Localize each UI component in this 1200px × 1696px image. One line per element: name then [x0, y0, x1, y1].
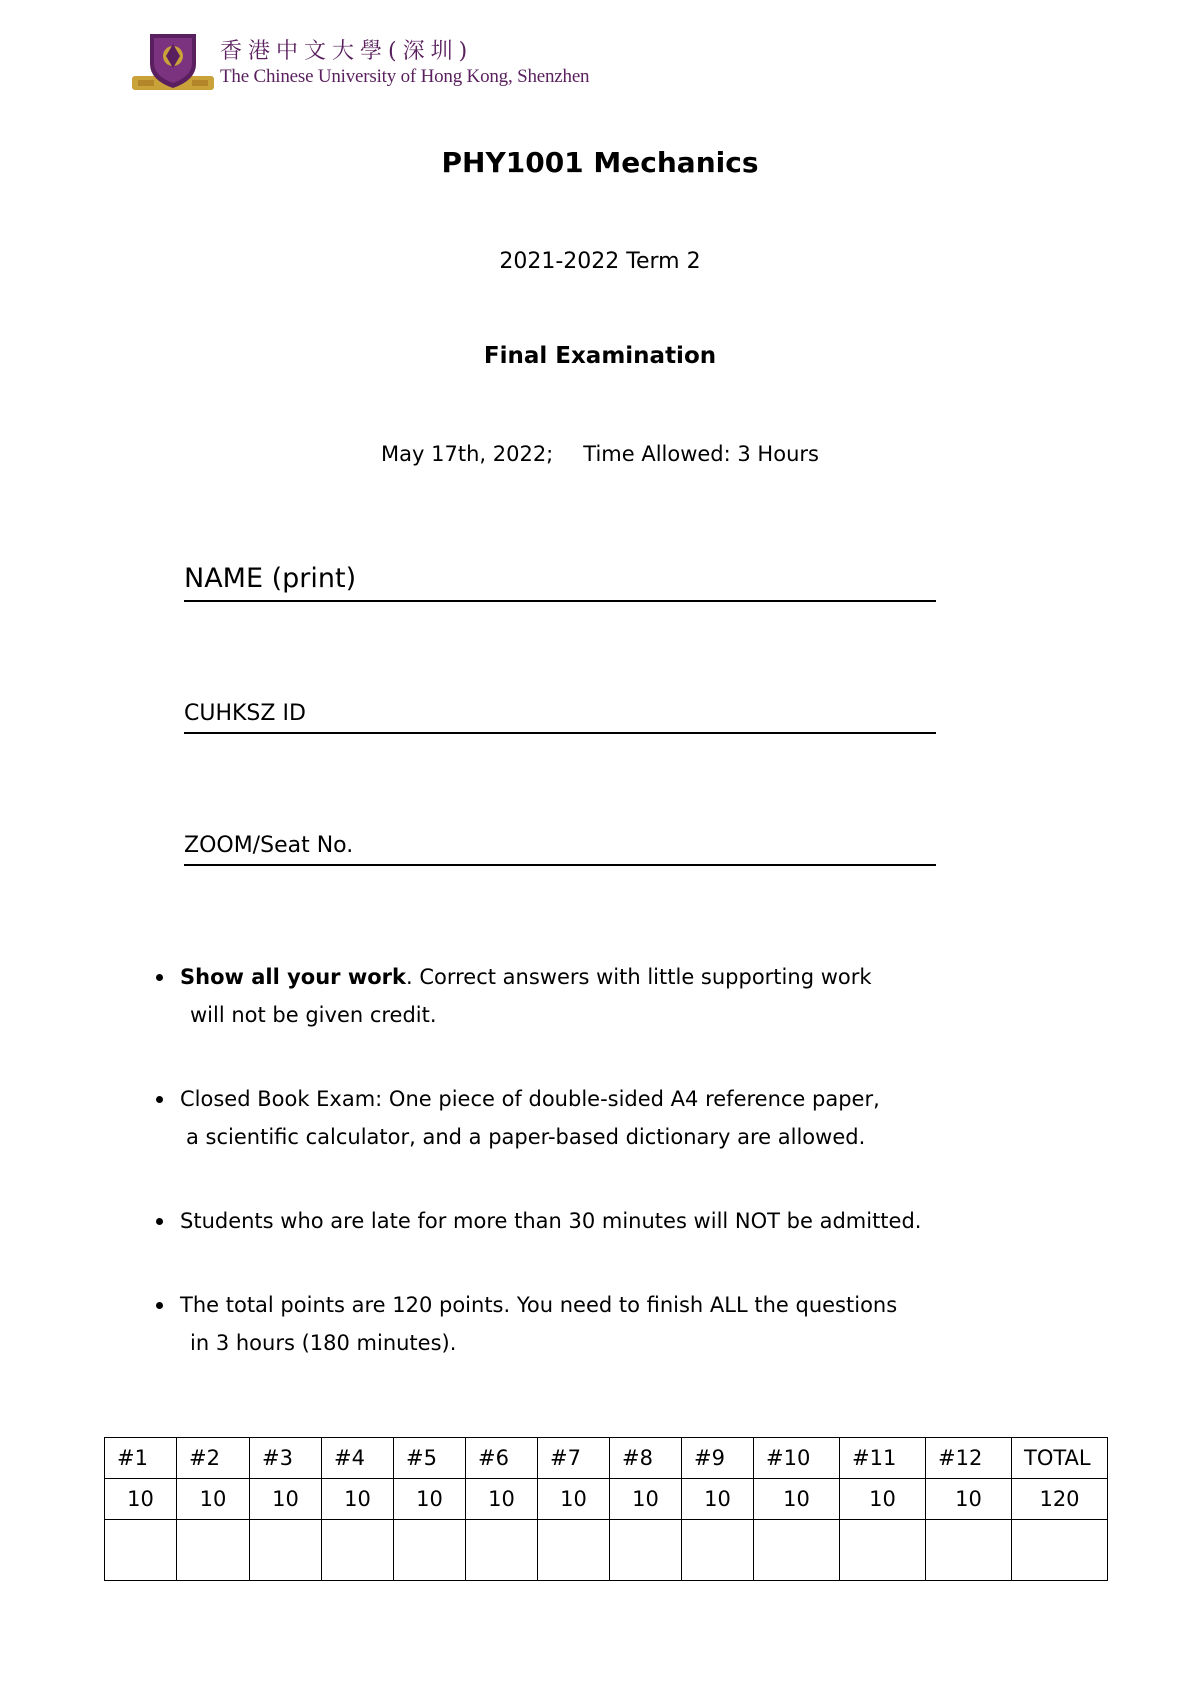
instruction-text: . Correct answers with little supporting work — [405, 965, 872, 989]
name-field[interactable] — [184, 548, 936, 602]
seat-field[interactable] — [184, 820, 936, 866]
question-header: #1 — [105, 1438, 177, 1479]
score-entry-cell[interactable] — [926, 1520, 1012, 1581]
question-header: #7 — [538, 1438, 610, 1479]
instruction-text: The total points are 120 points. You need to finish ALL the questions — [180, 1293, 898, 1317]
points-cell: 10 — [840, 1479, 926, 1520]
points-cell: 10 — [538, 1479, 610, 1520]
bullet-dot-icon — [156, 1218, 163, 1225]
date-line — [0, 442, 1200, 466]
name-label: NAME (print) — [184, 563, 357, 594]
question-header: #3 — [250, 1438, 322, 1479]
course-title: PHY1001 Mechanics — [441, 146, 759, 179]
score-entry-cell[interactable] — [840, 1520, 926, 1581]
id-label: CUHKSZ ID — [184, 701, 306, 726]
instruction-item — [150, 1080, 1050, 1156]
exam-date: May 17th, 2022; — [381, 442, 554, 466]
instruction-text-line2: will not be given credit. — [190, 1003, 437, 1027]
score-table — [104, 1437, 1108, 1581]
question-header: #11 — [840, 1438, 926, 1479]
seat-label: ZOOM/Seat No. — [184, 833, 354, 858]
total-points-cell: 120 — [1012, 1479, 1108, 1520]
points-cell: 10 — [105, 1479, 177, 1520]
logo-english-text: The Chinese University of Hong Kong, Shenzhen — [220, 66, 590, 87]
score-entry-cell[interactable] — [105, 1520, 177, 1581]
score-entry-cell[interactable] — [394, 1520, 466, 1581]
instruction-text: Students who are late for more than 30 minutes will NOT be admitted. — [180, 1209, 922, 1233]
score-entry-cell[interactable] — [682, 1520, 754, 1581]
time-allowed: Time Allowed: 3 Hours — [583, 442, 819, 466]
points-cell: 10 — [250, 1479, 322, 1520]
question-header: #8 — [610, 1438, 682, 1479]
points-cell: 10 — [926, 1479, 1012, 1520]
question-header: #2 — [177, 1438, 250, 1479]
university-logo — [132, 30, 590, 96]
total-header: TOTAL — [1012, 1438, 1108, 1479]
points-cell: 10 — [754, 1479, 840, 1520]
total-score-entry-cell[interactable] — [1012, 1520, 1108, 1581]
score-entry-cell[interactable] — [177, 1520, 250, 1581]
question-header: #5 — [394, 1438, 466, 1479]
term-text: 2021-2022 Term 2 — [499, 249, 701, 274]
points-row — [105, 1479, 1108, 1520]
score-entry-row — [105, 1520, 1108, 1581]
bullet-dot-icon — [156, 1096, 163, 1103]
score-entry-cell[interactable] — [322, 1520, 394, 1581]
instruction-item — [150, 958, 1050, 1034]
instruction-text-line2: in 3 hours (180 minutes). — [190, 1331, 457, 1355]
score-entry-cell[interactable] — [250, 1520, 322, 1581]
question-header: #10 — [754, 1438, 840, 1479]
question-header: #12 — [926, 1438, 1012, 1479]
score-entry-cell[interactable] — [466, 1520, 538, 1581]
instructions-list — [150, 958, 1050, 1408]
instruction-item — [150, 1202, 1050, 1240]
question-header: #9 — [682, 1438, 754, 1479]
logo-chinese-text: 香港中文大學(深圳) — [220, 39, 474, 64]
score-entry-cell[interactable] — [754, 1520, 840, 1581]
question-header: #4 — [322, 1438, 394, 1479]
university-crest-icon — [132, 30, 214, 96]
instruction-item — [150, 1286, 1050, 1362]
points-cell: 10 — [466, 1479, 538, 1520]
points-cell: 10 — [610, 1479, 682, 1520]
points-cell: 10 — [682, 1479, 754, 1520]
question-header: #6 — [466, 1438, 538, 1479]
bullet-dot-icon — [156, 974, 163, 981]
score-entry-cell[interactable] — [610, 1520, 682, 1581]
id-field[interactable] — [184, 690, 936, 734]
instruction-text-line2: a scientific calculator, and a paper-based dictionary are allowed. — [186, 1125, 866, 1149]
points-cell: 10 — [322, 1479, 394, 1520]
points-cell: 10 — [394, 1479, 466, 1520]
exam-title: Final Examination — [483, 343, 717, 369]
points-cell: 10 — [177, 1479, 250, 1520]
score-entry-cell[interactable] — [538, 1520, 610, 1581]
instruction-emphasis: Show all your work — [180, 965, 406, 989]
bullet-dot-icon — [156, 1302, 163, 1309]
instruction-text: Closed Book Exam: One piece of double-sided A4 reference paper, — [180, 1087, 880, 1111]
score-header-row — [105, 1438, 1108, 1479]
